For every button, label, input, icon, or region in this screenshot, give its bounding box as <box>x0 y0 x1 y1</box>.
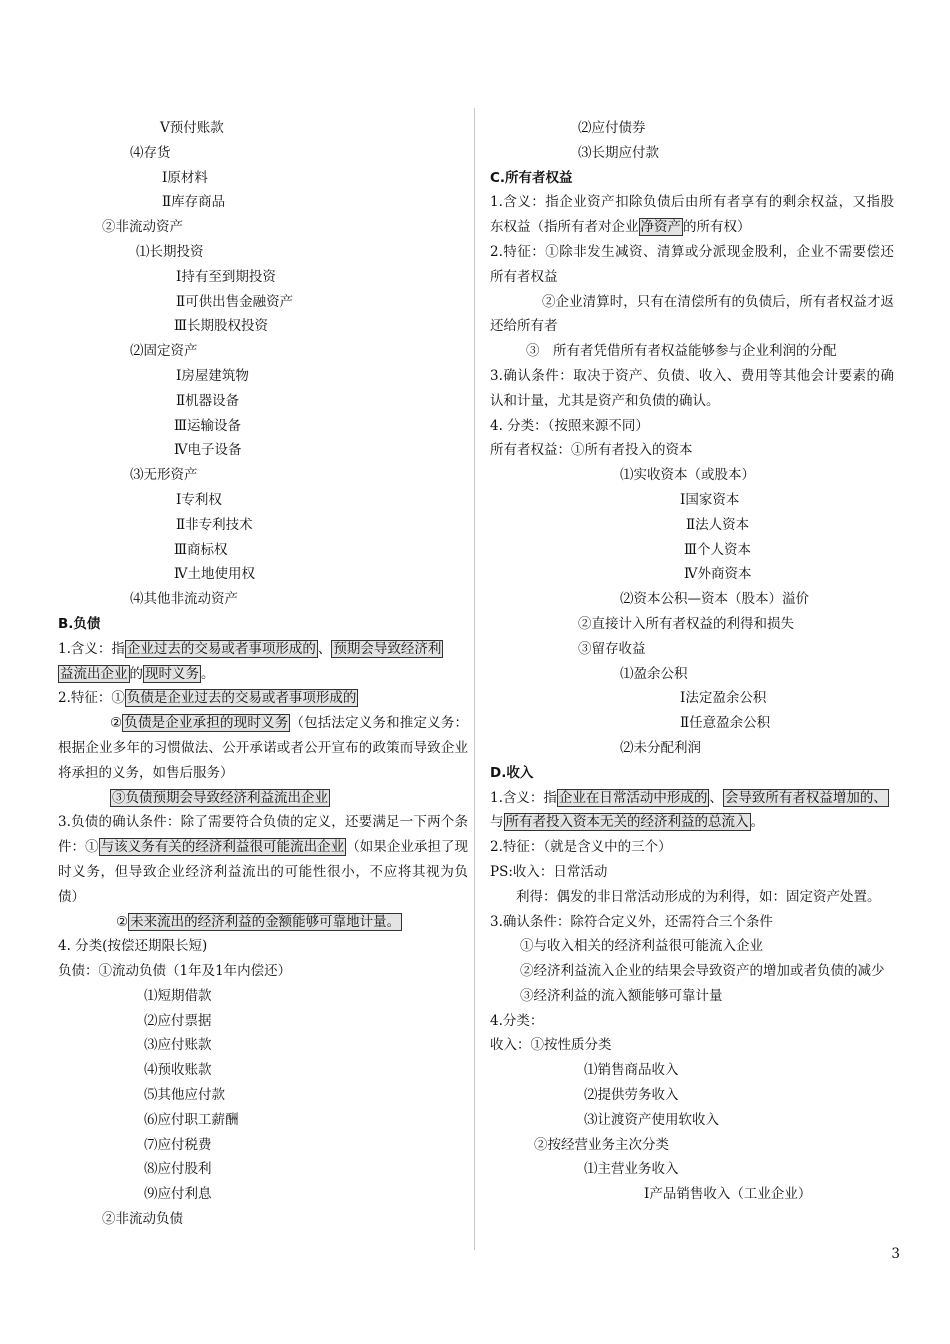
list-item: Ⅱ法人资本 <box>686 516 750 533</box>
revenue-definition: 1.含义：指 企业在日常活动中形成的 、 会导致所有者权益增加的、 与 所有者投入资本无关的经济利益的总流入 。 <box>490 789 887 831</box>
list-item: ②直接计入所有者权益的利得和损失 <box>578 615 794 632</box>
highlight: 企业过去的交易或者事项形成的 <box>126 640 316 657</box>
list-item: 负债：①流动负债（1年及1年内偿还） <box>58 963 292 980</box>
list-item: ⑵应付票据 <box>144 1012 212 1029</box>
list-item: ⑹应付职工薪酬 <box>144 1111 239 1128</box>
equity-feature-2: ②企业清算时，只有在清偿所有的负债后，所有者权益才返还给所有者 <box>490 293 894 335</box>
list-item: ⑴实收资本（或股本） <box>620 467 755 484</box>
list-item: ⑻应付股利 <box>144 1161 212 1178</box>
list-item: ⑷其他非流动资产 <box>130 591 238 608</box>
list-item: Ⅲ长期股权投资 <box>174 318 269 335</box>
highlight: 负债是企业过去的交易或者事项形成的 <box>126 690 357 707</box>
liability-feature-3 <box>58 786 468 811</box>
revenue-gain: 利得：偶发的非日常活动形成的为利得，如：固定资产处置。 <box>516 888 881 905</box>
list-item: Ⅰ法定盈余公积 <box>680 690 767 707</box>
list-item: Ⅳ电子设备 <box>174 442 242 459</box>
highlight: 预期会导致经济利 <box>333 640 442 657</box>
list-item: ⑵应付债券 <box>578 120 646 136</box>
highlight: 负债是企业承担的现时义务 <box>124 715 289 732</box>
section-heading-liabilities: B.负债 <box>58 615 101 632</box>
list-item: ⑵提供劳务收入 <box>584 1087 679 1104</box>
list-item: Ⅰ原材料 <box>162 169 208 186</box>
section-heading-equity: C.所有者权益 <box>490 169 573 186</box>
list-item: ②非流动负债 <box>102 1211 183 1228</box>
list-item: ⑵固定资产 <box>130 343 198 360</box>
list-item: Ⅲ个人资本 <box>684 541 752 558</box>
revenue-condition-2: ②经济利益流入企业的结果会导致资产的增加或者负债的减少 <box>520 963 885 980</box>
highlight: 企业在日常活动中形成的 <box>558 789 708 806</box>
list-item: Ⅲ商标权 <box>174 541 228 558</box>
highlight: 益流出企业 <box>60 665 128 682</box>
highlight: 未来流出的经济利益的金额能够可靠地计量。 <box>130 913 401 930</box>
revenue-recognition: 3.确认条件：除符合定义外，还需符合三个条件 <box>490 913 773 930</box>
list-item: ③留存收益 <box>578 640 646 657</box>
list-item: ②非流动资产 <box>102 219 183 236</box>
list-item: ⑶应付账款 <box>144 1037 212 1054</box>
list-item: Ⅰ产品销售收入（工业企业） <box>644 1186 812 1203</box>
revenue-condition-3: ③经济利益的流入额能够可靠计量 <box>520 987 723 1004</box>
highlight: 现时义务 <box>145 665 199 682</box>
list-item: ⑶让渡资产使用软收入 <box>584 1111 719 1128</box>
list-item: Ⅳ外商资本 <box>684 566 752 583</box>
equity-feature-3: ③ 所有者凭借所有者权益能够参与企业利润的分配 <box>526 343 837 360</box>
list-item: Ⅲ运输设备 <box>174 417 242 434</box>
list-item: ⑴主营业务收入 <box>584 1161 679 1178</box>
highlight: ③负债预期会导致经济利益流出企业 <box>112 789 328 806</box>
list-item: ②按经营业务主次分类 <box>534 1136 669 1153</box>
revenue-condition-1: ①与收入相关的经济利益很可能流入企业 <box>520 938 763 955</box>
list-item: ⑶长期应付款 <box>578 144 659 161</box>
liability-recognition-2: ② 未来流出的经济利益的金额能够可靠地计量。 <box>116 913 401 930</box>
left-column <box>58 116 468 1232</box>
list-item: ⑷预收账款 <box>144 1062 212 1079</box>
list-item: ⑴长期投资 <box>136 243 204 260</box>
liability-feature-1: 2.特征：① 负债是企业过去的交易或者事项形成的 <box>58 690 357 707</box>
list-item: ⑵资本公积—资本（股本）溢价 <box>620 591 809 608</box>
list-item: Ⅰ持有至到期投资 <box>176 268 276 285</box>
equity-recognition: 3.确认条件：取决于资产、负债、收入、费用等其他会计要素的确认和计量，尤其是资产和负债的确认。 <box>490 367 894 409</box>
list-item: ⑷存货 <box>130 144 171 161</box>
liability-classification: 4. 分类(按偿还期限长短) <box>58 938 208 955</box>
list-item: ⑴盈余公积 <box>620 665 688 682</box>
highlight: 所有者投入资本无关的经济利益的总流入 <box>505 814 749 831</box>
list-item: Ⅱ库存商品 <box>162 194 226 211</box>
list-item: ⑺应付税费 <box>144 1136 212 1153</box>
list-item: 收入：①按性质分类 <box>490 1037 612 1054</box>
list-item: ⑴短期借款 <box>144 987 212 1004</box>
equity-feature-1: 2.特征：①除非发生减资、清算或分派现金股利，企业不需要偿还所有者权益 <box>490 243 894 285</box>
list-item: Ⅱ可供出售金融资产 <box>176 293 294 310</box>
list-item: 所有者权益：①所有者投入的资本 <box>490 442 693 459</box>
list-item: Ⅰ房屋建筑物 <box>176 367 249 384</box>
column-divider <box>474 108 475 1250</box>
list-item: Ⅱ任意盈余公积 <box>680 715 771 732</box>
list-item: Ⅱ机器设备 <box>176 392 240 409</box>
revenue-classification: 4.分类： <box>490 1012 544 1029</box>
highlight: 净资产 <box>640 219 681 236</box>
right-column <box>490 116 894 1207</box>
liability-definition: 1.含义：指 企业过去的交易或者事项形成的 、 预期会导致经济利 益流出企业 的 现时义务 。 <box>58 640 442 682</box>
list-item: ⑼应付利息 <box>144 1186 212 1203</box>
revenue-feature: 2.特征：（就是含义中的三个） <box>490 839 672 856</box>
list-item: ⑶无形资产 <box>130 467 198 484</box>
list-item: Ⅴ预付账款 <box>160 120 224 136</box>
list-item: Ⅰ专利权 <box>176 491 222 508</box>
liability-recognition: 3.负债的确认条件：除了需要符合负债的定义，还要满足一下两个条件：① 与该义务有关的经济利益很可能流出企业 （如果企业承担了现时义务，但导致企业经济利益流出的可能性很小，不应将其视为负债） <box>58 814 469 905</box>
revenue-ps: PS:收入：日常活动 <box>490 863 608 880</box>
list-item: Ⅳ土地使用权 <box>174 566 255 583</box>
highlight: 会导致所有者权益增加的、 <box>724 789 887 806</box>
page-number: 3 <box>891 1246 900 1262</box>
highlight: 与该义务有关的经济利益很可能流出企业 <box>100 839 345 856</box>
equity-classification: 4. 分类：（按照来源不同） <box>490 417 649 434</box>
section-heading-revenue: D.收入 <box>490 764 534 781</box>
liability-feature-2: ② 负债是企业承担的现时义务 （包括法定义务和推定义务：根据企业多年的习惯做法、公开承诺或者公开宣布的政策而导致企业将承担的义务，如售后服务） <box>58 715 468 781</box>
list-item: ⑵未分配利润 <box>620 739 701 756</box>
list-item: ⑸其他应付款 <box>144 1087 225 1104</box>
list-item: Ⅱ非专利技术 <box>176 516 253 533</box>
equity-definition: 1.含义：指企业资产扣除负债后由所有者享有的剩余权益，又指股东权益（指所有者对企业 净资产 的所有权） <box>490 194 894 236</box>
list-item: ⑴销售商品收入 <box>584 1062 679 1079</box>
list-item: Ⅰ国家资本 <box>680 491 740 508</box>
